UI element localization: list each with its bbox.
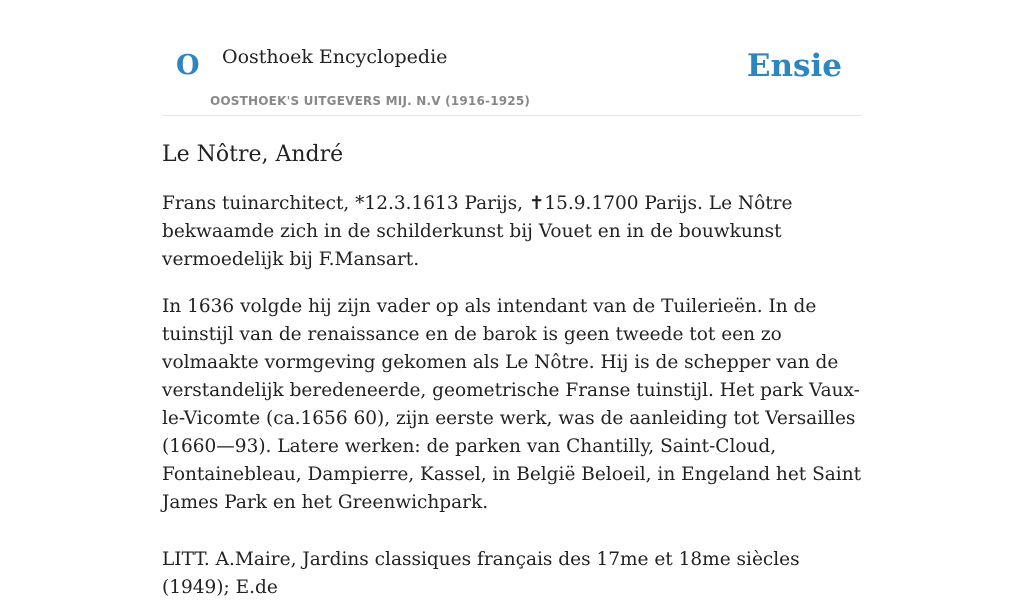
entry-title: Le Nôtre, André — [162, 142, 344, 167]
brand-logo[interactable]: Ensie — [746, 48, 842, 84]
site-subtitle: OOSTHOEK'S UITGEVERS MIJ. N.V (1916-1925) — [210, 94, 531, 108]
logo-icon[interactable]: O — [176, 50, 200, 81]
entry-paragraph-intro: Frans tuinarchitect, *12.3.1613 Parijs, ✝15.9.1700 Parijs. Le Nôtre bekwaamde zich in de schilderkunst bij Vouet en in de bouwkunst vermoedelijk bij F.Mansart. — [162, 193, 793, 270]
entry-paragraph-body: In 1636 volgde hij zijn vader op als intendant van de Tuilerieën. In de tuinstijl van de renaissance en de barok is geen tweede tot een zo volmaakte vormgeving gekomen als Le Nôtre. Hij is de schepper van de verstandelijk beredeneerde, geometrische Franse tuinstijl. Het park Vaux-le-Vicomte (ca.1656 60), zijn eerste werk, was de aanleiding tot Versailles (1660—93). Latere werken: de parken van Chantilly, Saint-Cloud, Fontainebleau, Dampierre, Kassel, in België Beloeil, in Engeland het Saint James Park en het Greenwichpark. — [162, 296, 862, 513]
page — [162, 0, 862, 602]
site-header — [162, 0, 862, 116]
entry-paragraph-literature: LITT. A.Maire, Jardins classiques français des 17me et 18me siècles (1949); E.de — [162, 549, 800, 598]
site-title[interactable]: Oosthoek Encyclopedie — [222, 46, 448, 68]
